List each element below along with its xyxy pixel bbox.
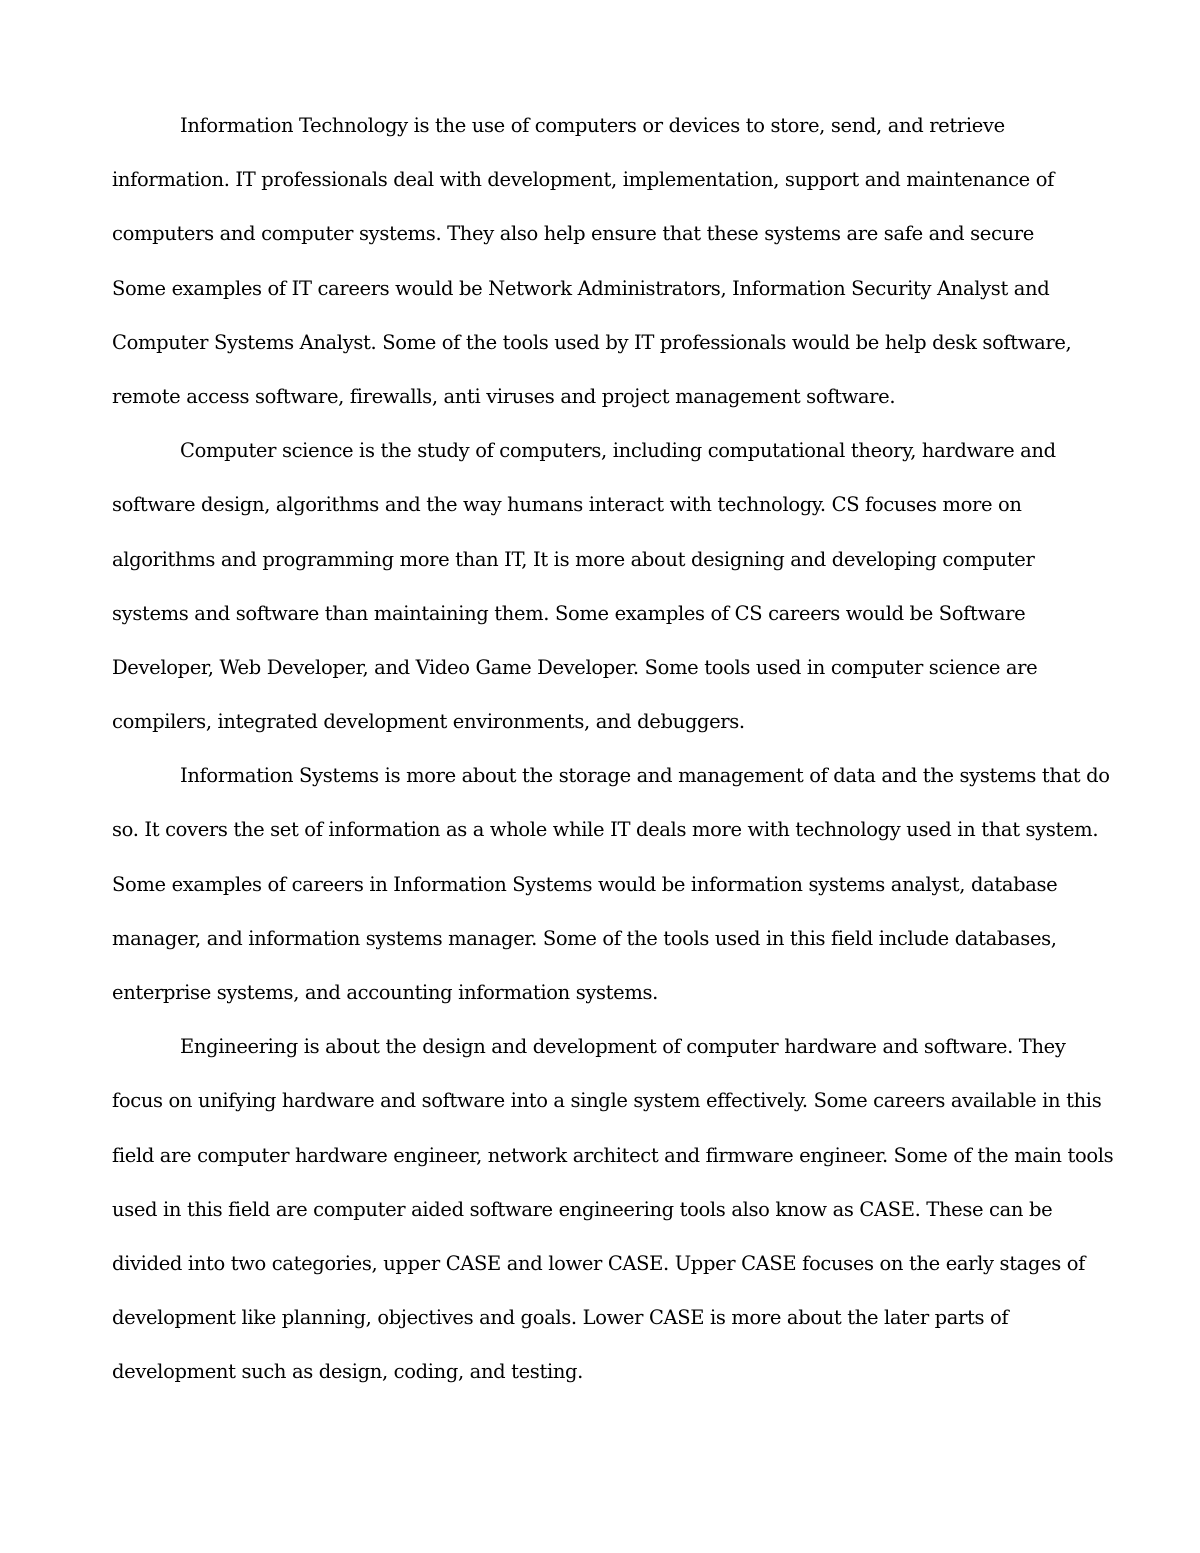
document-body xyxy=(112,99,1114,1400)
document-line: Information Technology is the use of computers or devices to store, send, and retrieve xyxy=(180,114,1005,137)
document-line: software design, algorithms and the way humans interact with technology. CS focuses more on xyxy=(112,493,1022,517)
document-line: information. IT professionals deal with development, implementation, support and maintenance of xyxy=(112,168,1054,192)
document-line: algorithms and programming more than IT, It is more about designing and developing computer xyxy=(112,547,1035,571)
document-line: so. It covers the set of information as a whole while IT deals more with technology used in that system. xyxy=(112,818,1099,842)
document-line: systems and software than maintaining them. Some examples of CS careers would be Software xyxy=(112,601,1026,625)
document-line: computers and computer systems. They also help ensure that these systems are safe and secure xyxy=(112,222,1034,246)
document-line: Information Systems is more about the storage and management of data and the systems that do xyxy=(180,764,1110,788)
document-line: Some examples of careers in Information Systems would be information systems analyst, database xyxy=(112,872,1058,896)
document-line: manager, and information systems manager. Some of the tools used in this field include databases, xyxy=(112,926,1057,950)
document-line: Some examples of IT careers would be Network Administrators, Information Security Analyst and xyxy=(112,276,1050,300)
document-line: Developer, Web Developer, and Video Game Developer. Some tools used in computer science are xyxy=(112,655,1038,679)
document-line: compilers, integrated development environments, and debuggers. xyxy=(112,710,745,734)
document-line: Engineering is about the design and development of computer hardware and software. They xyxy=(180,1035,1066,1059)
document-line: Computer Systems Analyst. Some of the tools used by IT professionals would be help desk software, xyxy=(112,330,1072,354)
document-line: development like planning, objectives and goals. Lower CASE is more about the later parts of xyxy=(112,1306,1009,1330)
document-line: divided into two categories, upper CASE and lower CASE. Upper CASE focuses on the early stages of xyxy=(112,1251,1086,1275)
document-line: Computer science is the study of computers, including computational theory, hardware and xyxy=(180,439,1056,463)
document-line: development such as design, coding, and testing. xyxy=(112,1360,584,1384)
document-line: focus on unifying hardware and software into a single system effectively. Some careers available in this xyxy=(112,1089,1102,1113)
document-line: remote access software, firewalls, anti viruses and project management software. xyxy=(112,384,896,408)
document-line: field are computer hardware engineer, network architect and firmware engineer. Some of the main tools xyxy=(112,1143,1114,1167)
document-line: enterprise systems, and accounting information systems. xyxy=(112,981,659,1004)
document-line: used in this field are computer aided software engineering tools also know as CASE. These can be xyxy=(112,1197,1053,1221)
